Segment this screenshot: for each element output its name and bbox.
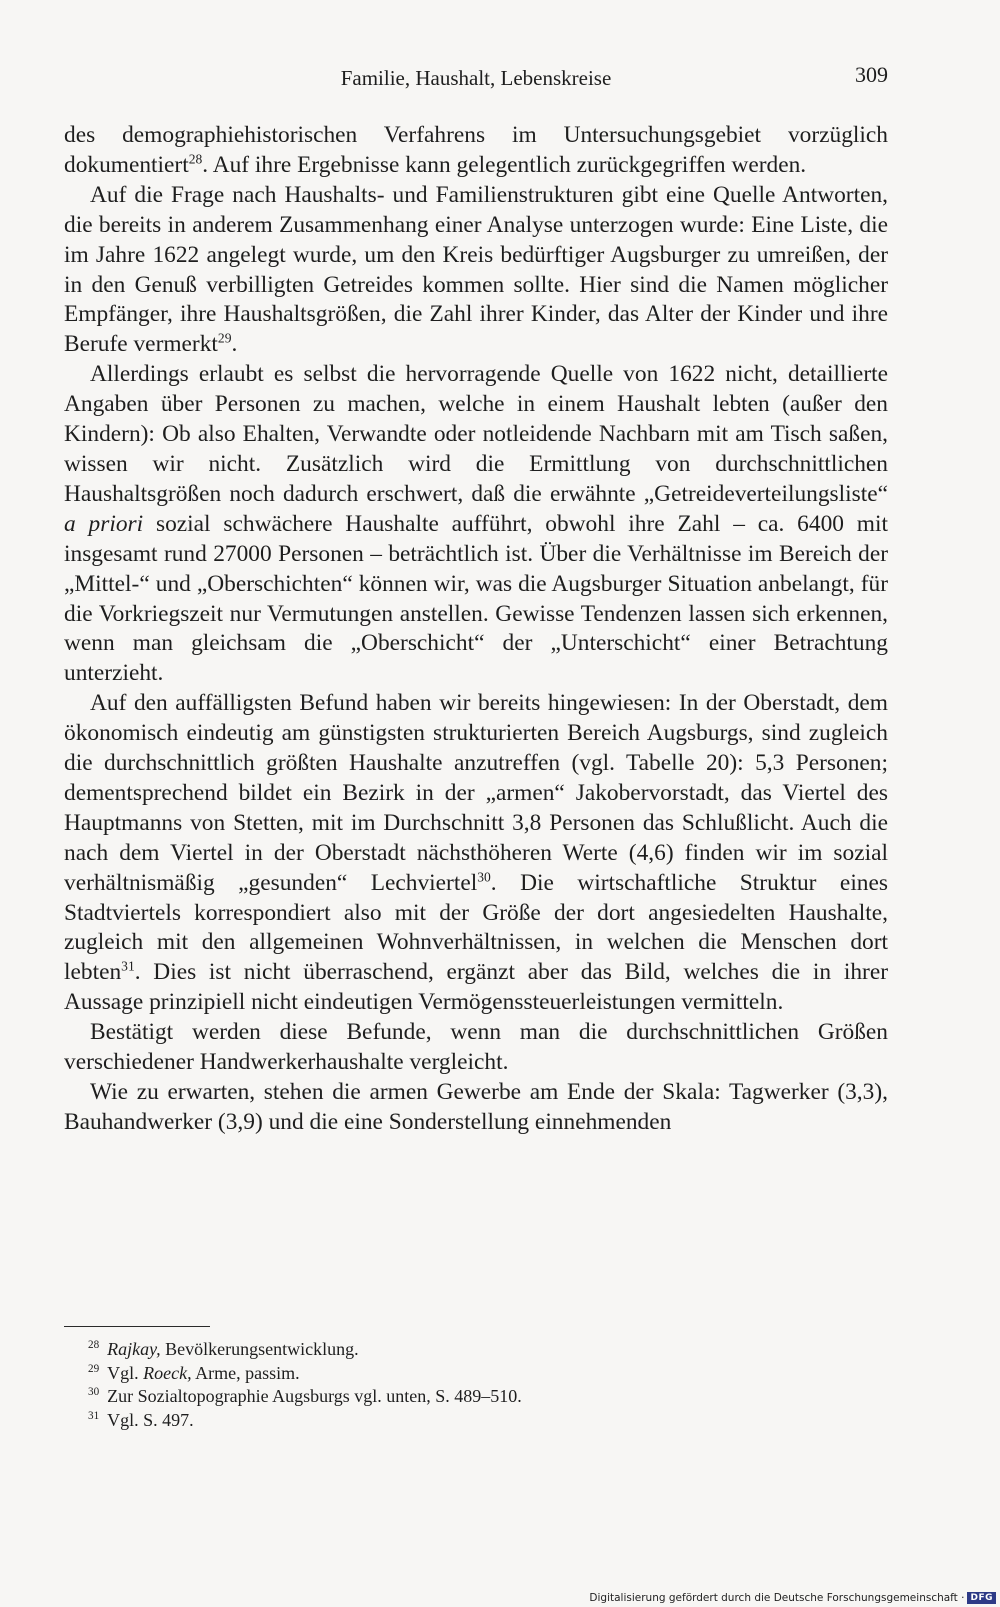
body-text xyxy=(64,121,888,1138)
paragraph: Auf die Frage nach Haushalts- und Familienstrukturen gibt eine Quelle Antworten, die bereits in anderem Zusammenhang einer Analyse unterzogen wurde: Eine Liste, die im Jahre 1622 angelegt wurde, um den Kreis bedürftiger Augsburger zu umreißen, der in den Genuß verbilligten Getreides kommen sollte. Hier sind die Namen möglicher Empfänger, ihre Haushaltsgrößen, die Zahl ihrer Kinder, das Alter der Kinder und ihre Berufe vermerkt$^{29}$. xyxy=(64,181,888,358)
digitization-credit xyxy=(589,1592,996,1604)
footnote-ref: 31 xyxy=(121,958,135,974)
paragraph: Bestätigt werden diese Befunde, wenn man die durchschnittlichen Größen verschiedener Handwerkerhaushalte vergleicht. xyxy=(64,1019,888,1076)
paragraph: Wie zu erwarten, stehen die armen Gewerbe am Ende der Skala: Tagwerker (3,3), Bauhandwerker (3,9) und die eine Sonderstellung einnehmenden xyxy=(64,1079,888,1135)
footnotes xyxy=(88,1338,868,1432)
paragraph: des demographiehistorischen Verfahrens im Untersuchungsgebiet vorzüglich dokumentiert$^{28}$. Auf ihre Ergebnisse kann gelegentlich zurückgegriffen werden. xyxy=(64,122,888,178)
page-number: 309 xyxy=(855,62,888,87)
footnote: $^{29}$ Vgl. Roeck, Arme, passim. xyxy=(88,1362,300,1383)
footnote-divider xyxy=(64,1326,210,1327)
running-title: Familie, Haushalt, Lebenskreise xyxy=(340,66,612,90)
footnote: $^{30}$ Zur Sozialtopographie Augsburgs vgl. unten, S. 489–510. xyxy=(88,1386,522,1407)
footnote-ref: 29 xyxy=(217,330,232,346)
author-name: Roeck, xyxy=(143,1362,192,1383)
page-header xyxy=(64,58,888,98)
paragraph: Auf den auffälligsten Befund haben wir bereits hingewiesen: In der Oberstadt, dem ökonomisch eindeutig am günstigsten strukturierten Bereich Augsburgs, sind zugleich die durchschnittlich größten Haushalte anzutreffen (vgl. Tabelle 20): 5,3 Personen; dementsprechend bildet ein Bezirk in der „armen“ Jakobervorstadt, das Viertel des Hauptmanns von Stetten, mit im Durchschnitt 3,8 Personen das Schlußlicht. Auch die nach dem Viertel in der Oberstadt nächsthöheren Werte (4,6) finden wir im sozial verhältnismäßig „gesunden“ Lechviertel$^{30}$. Die wirtschaftliche Struktur eines Stadtviertels korrespondiert also mit der Größe der dort angesiedelten Haushalte, zugleich mit den allgemeinen Wohnverhältnissen, in welchen die Menschen dort lebten$^{31}$. Dies ist nicht überraschend, ergänzt aber das Bild, welches die in ihrer Aussage prinzipiell nicht eindeutigen Vermögenssteuerleistungen vermitteln. xyxy=(64,690,888,1016)
italic-term: a priori xyxy=(64,510,144,537)
paragraph: Allerdings erlaubt es selbst die hervorragende Quelle von 1622 nicht, detaillierte Angaben über Personen zu machen, welche in einem Haushalt lebten (außer den Kindern): Ob also Ehalten, Verwandte oder notleidende Nachbarn mit am Tisch saßen, wissen wir nicht. Zusätzlich wird die Ermittlung von durchschnittlichen Haushaltsgrößen noch dadurch erschwert, daß die erwähnte „Getreideverteilungsliste“ a priori sozial schwächere Haushalte aufführt, obwohl ihre Zahl – ca. 6400 mit insgesamt rund 27000 Personen – beträchtlich ist. Über die Verhältnisse im Bereich der „Mittel-“ und „Oberschichten“ können wir, was die Augsburger Situation anbelangt, für die Vorkriegszeit nur Vermutungen anstellen. Gewisse Tendenzen lassen sich erkennen, wenn man gleichsam die „Oberschicht“ der „Unterschicht“ einer Betrachtung unterzieht. xyxy=(64,361,888,687)
footnote-ref: 30 xyxy=(477,869,491,885)
dfg-logo: DFG xyxy=(967,1592,996,1604)
author-name: Rajkay, xyxy=(107,1339,161,1359)
footnote: $^{31}$ Vgl. S. 497. xyxy=(88,1409,194,1430)
footnote: $^{28}$ Rajkay, Bevölkerungsentwicklung. xyxy=(88,1339,359,1359)
credit-text: Digitalisierung gefördert durch die Deutsche Forschungsgemeinschaft · xyxy=(589,1592,965,1604)
footnote-ref: 28 xyxy=(188,151,203,167)
